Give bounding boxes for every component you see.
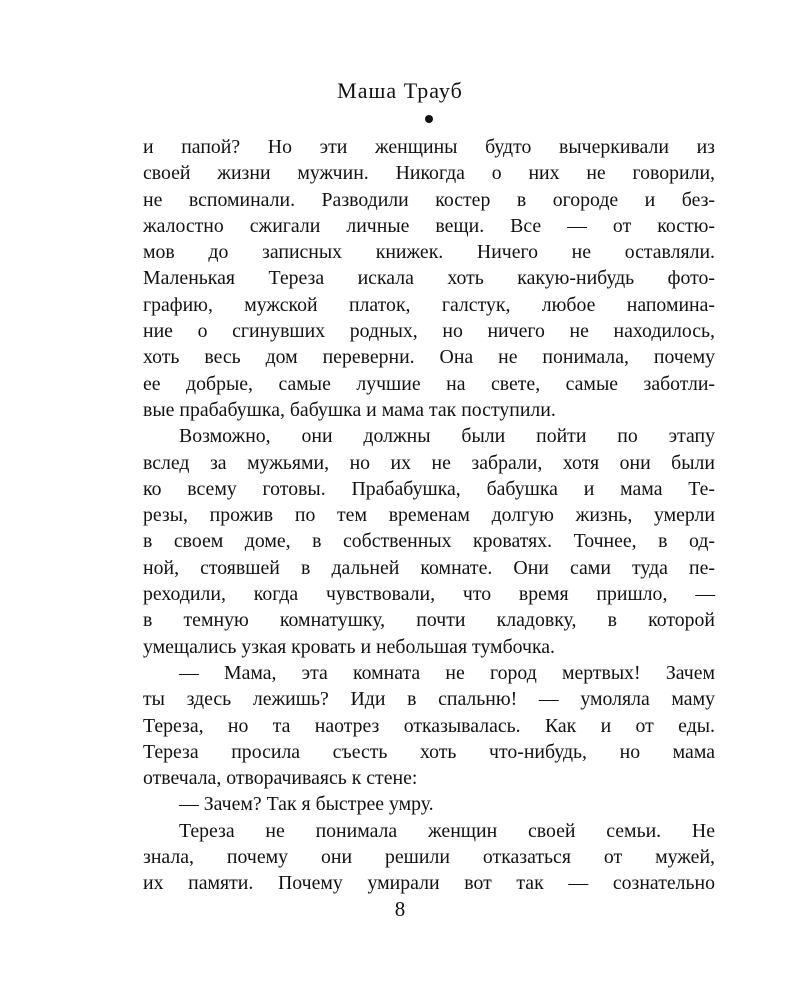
text-line: ной, стоявшей в дальней комнате. Они сами туда пе-: [143, 556, 715, 579]
text-line: Тереза, но та наотрез отказывалась. Как и от еды.: [143, 714, 715, 737]
text-line: Тереза просила съесть хоть что-нибудь, но мама: [143, 740, 715, 763]
text-line: Возможно, они должны были пойти по этапу: [179, 425, 715, 448]
body-text: [143, 134, 715, 897]
text-line: ее добрые, самые лучшие на свете, самые заботли-: [143, 372, 715, 395]
text-line: в темную комнатушку, почти кладовку, в которой: [143, 609, 715, 632]
text-line: в своем доме, в собственных кроватях. Точнее, в од-: [143, 530, 715, 553]
ornament-bullet: [425, 115, 433, 123]
text-line: ко всему готовы. Прабабушка, бабушка и мама Те-: [143, 477, 715, 500]
text-line: жалостно сжигали личные вещи. Все — от костю-: [143, 214, 715, 237]
text-line: умещались узкая кровать и небольшая тумбочка.: [143, 635, 556, 658]
page-number: 8: [394, 897, 406, 921]
text-line: не вспоминали. Разводили костер в огороде и без-: [143, 188, 715, 211]
text-line: ты здесь лежишь? Иди в спальню! — умоляла маму: [143, 688, 715, 711]
running-head-author: Маша Трауб: [337, 78, 463, 103]
text-line: резы, прожив по тем временам долгую жизнь, умерли: [143, 504, 715, 527]
text-line: реходили, когда чувствовали, что время пришло, —: [143, 583, 715, 606]
text-line: хоть весь дом переверни. Она не понимала, почему: [143, 346, 715, 369]
text-line: их памяти. Почему умирали вот так — сознательно: [143, 872, 715, 895]
text-line: Тереза не понимала женщин своей семьи. Не: [179, 819, 715, 842]
text-line: и папой? Но эти женщины будто вычеркивали из: [143, 136, 715, 158]
text-line: — Мама, эта комната не город мертвых! Зачем: [179, 661, 715, 684]
text-line: знала, почему они решили отказаться от мужей,: [143, 846, 715, 869]
text-line: — Зачем? Так я быстрее умру.: [179, 793, 434, 816]
text-line: Маленькая Тереза искала хоть какую-нибудь фото-: [143, 267, 715, 290]
text-line: ние о сгинувших родных, но ничего не находилось,: [143, 320, 715, 343]
text-line: вслед за мужьями, но их не забрали, хотя они были: [143, 451, 715, 474]
text-line: вые прабабушка, бабушка и мама так поступили.: [143, 398, 556, 421]
text-line: отвечала, отворачиваясь к стене:: [143, 767, 418, 790]
text-line: графию, мужской платок, галстук, любое напомина-: [143, 293, 715, 316]
text-line: своей жизни мужчин. Никогда о них не говорили,: [143, 162, 715, 185]
text-line: мов до записных книжек. Ничего не оставляли.: [143, 241, 715, 264]
